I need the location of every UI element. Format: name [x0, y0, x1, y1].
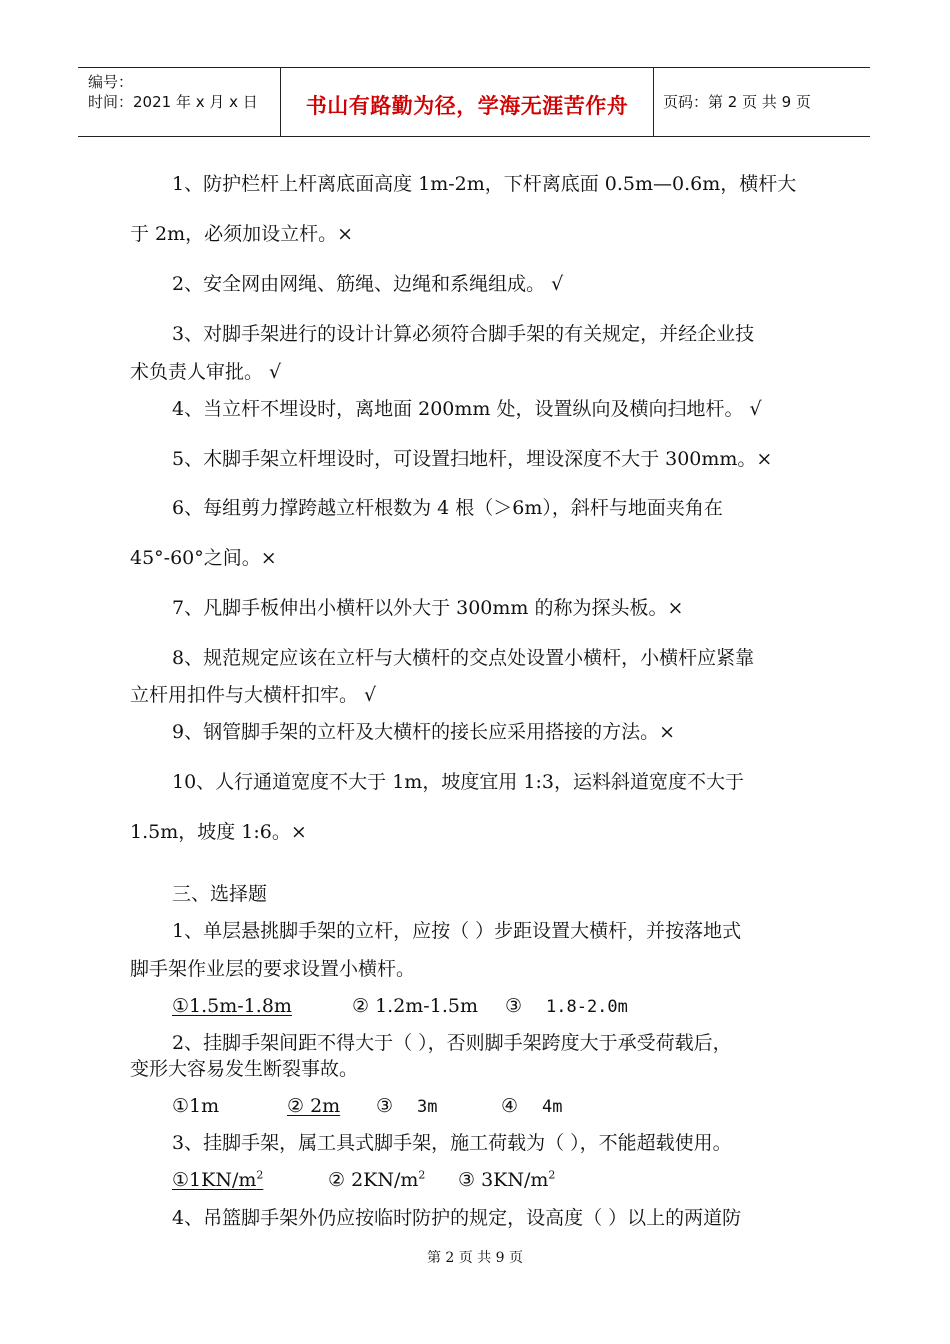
header-meta-cell: [78, 68, 281, 136]
tf-item-10-line-2: 1.5m，坡度 1:6。×: [130, 821, 307, 843]
header-page-number: 页码：第 2 页 共 9 页: [663, 93, 811, 111]
choice-2-option-3: 3m: [417, 1097, 438, 1117]
choice-3-option-1: $①1KN/m^2$: [172, 1168, 264, 1191]
choice-2-option-1: ①1m: [172, 1095, 220, 1117]
header-time: 时间：2021 年 x 月 x 日: [88, 93, 258, 111]
choice-3-option-2: ② $2KN/m^2$: [328, 1168, 426, 1191]
choice-1-option-1: ①1.5m-1.8m: [172, 995, 292, 1017]
tf-item-10-line-1: 10、人行通道宽度不大于 1m，坡度宜用 1:3，运料斜道宽度不大于: [172, 771, 744, 793]
choice-2-option-3-number: ③: [376, 1095, 394, 1117]
header-motto-cell: [281, 68, 654, 136]
choice-3-line-1: 3、挂脚手架，属工具式脚手架，施工荷载为（ ），不能超载使用。: [172, 1132, 732, 1154]
tf-item-3-line-1: 3、对脚手架进行的设计计算必须符合脚手架的有关规定，并经企业技: [172, 323, 755, 345]
tf-item-9: 9、钢管脚手架的立杆及大横杆的接长应采用搭接的方法。×: [172, 721, 676, 743]
tf-item-6-line-2: 45°-60°之间。×: [130, 547, 277, 569]
choice-2-line-2: 变形大容易发生断裂事故。: [130, 1058, 359, 1080]
header-number: 编号：: [88, 73, 134, 91]
choice-4-line-1: 4、吊篮脚手架外仍应按临时防护的规定，设高度（ ）以上的两道防: [172, 1207, 742, 1229]
tf-item-6-line-1: 6、每组剪力撑跨越立杆根数为 4 根（＞6m），斜杆与地面夹角在: [172, 497, 723, 519]
choice-2-option-4-number: ④: [501, 1095, 519, 1117]
choice-3-option-3: ③ $3KN/m^2$: [458, 1168, 556, 1191]
tf-item-2: 2、安全网由网绳、筋绳、边绳和系绳组成。 √: [172, 273, 564, 295]
choice-1-line-1: 1、单层悬挑脚手架的立杆，应按（ ）步距设置大横杆，并按落地式: [172, 920, 742, 942]
tf-item-4: 4、当立杆不埋设时，离地面 200mm 处，设置纵向及横向扫地杆。 √: [172, 398, 762, 420]
page-footer: 第 2 页 共 9 页: [426, 1250, 524, 1266]
choice-2-line-1: 2、挂脚手架间距不得大于（ ），否则脚手架跨度大于承受荷载后，: [172, 1032, 732, 1054]
tf-item-5: 5、木脚手架立杆埋设时，可设置扫地杆，埋设深度不大于 300mm。×: [172, 448, 773, 470]
page-header: [78, 67, 870, 137]
header-motto: 书山有路勤为径，学海无涯苦作舟: [305, 94, 629, 118]
choice-2-option-2: ② 2m: [287, 1095, 341, 1117]
choice-1-option-3-number: ③: [505, 995, 523, 1017]
section-title-choice: 三、选择题: [172, 883, 268, 905]
tf-item-1-line-2: 于 2m，必须加设立杆。×: [130, 223, 354, 245]
tf-item-1-line-1: 1、防护栏杆上杆离底面高度 1m-2m，下杆离底面 0.5m—0.6m，横杆大: [172, 173, 797, 195]
tf-item-3-line-2: 术负责人审批。 √: [130, 361, 282, 383]
choice-2-option-4: 4m: [542, 1097, 563, 1117]
choice-1-line-2: 脚手架作业层的要求设置小横杆。: [130, 958, 416, 980]
tf-item-7: 7、凡脚手板伸出小横杆以外大于 300mm 的称为探头板。×: [172, 597, 684, 619]
choice-1-option-3: 1.8-2.0m: [546, 997, 628, 1017]
tf-item-8-line-2: 立杆用扣件与大横杆扣牢。 √: [130, 684, 377, 706]
tf-item-8-line-1: 8、规范规定应该在立杆与大横杆的交点处设置小横杆，小横杆应紧靠: [172, 647, 755, 669]
choice-1-option-2: ② 1.2m-1.5m: [352, 995, 478, 1017]
